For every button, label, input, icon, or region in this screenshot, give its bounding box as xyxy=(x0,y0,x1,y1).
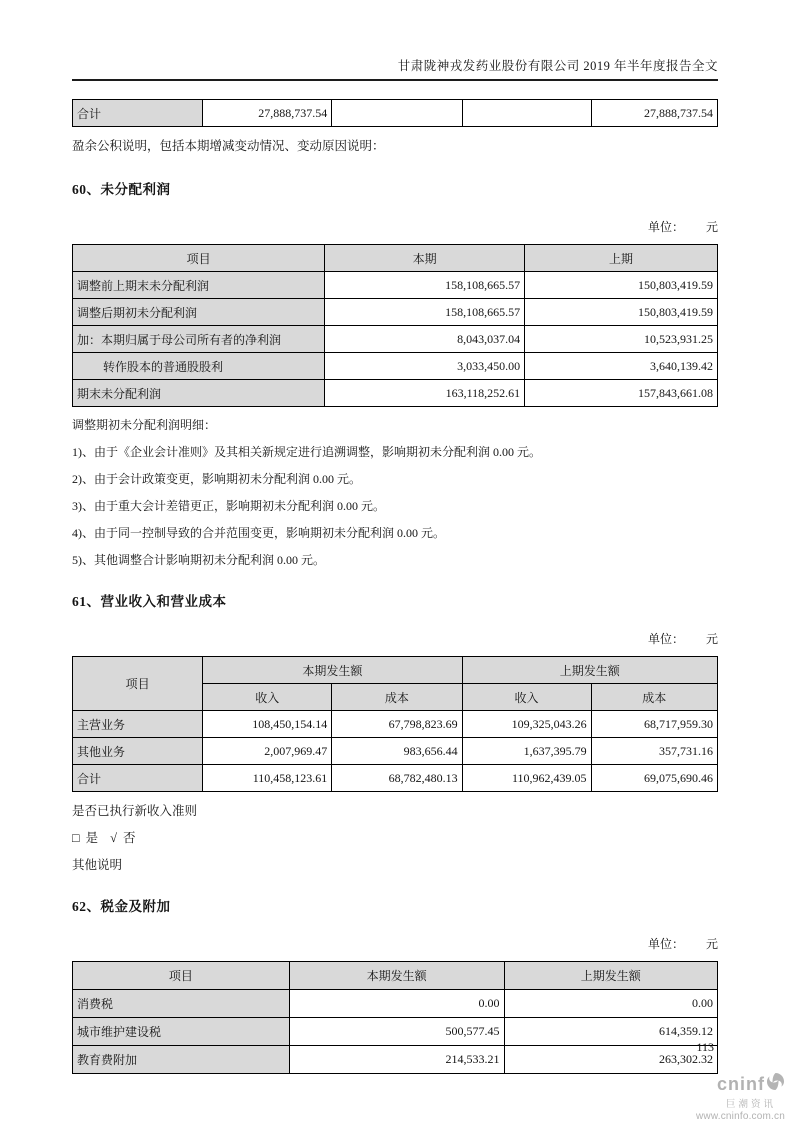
value-cell: 357,731.16 xyxy=(591,738,717,765)
cninfo-brand-cn: 巨潮资讯 xyxy=(725,1099,776,1110)
value-cell: 0.00 xyxy=(504,990,718,1018)
column-header: 本期 xyxy=(325,245,525,272)
value-cell: 150,803,419.59 xyxy=(525,272,718,299)
value-cell: 163,118,252.61 xyxy=(325,380,525,407)
adjustment-note: 5)、其他调整合计影响期初未分配利润 0.00 元。 xyxy=(72,553,325,567)
value-cell: 3,640,139.42 xyxy=(525,353,718,380)
row-label-cell: 调整后期初未分配利润 xyxy=(73,299,325,326)
row-label-cell: 城市维护建设税 xyxy=(73,1018,290,1046)
table-header-row xyxy=(73,245,718,272)
column-group-header: 上期发生额 xyxy=(462,657,717,684)
value-cell: 110,458,123.61 xyxy=(203,765,332,792)
table-row xyxy=(73,711,718,738)
value-cell: 157,843,661.08 xyxy=(525,380,718,407)
section61-title: 61、营业收入和营业成本 xyxy=(72,594,227,609)
unit-label: 单位： xyxy=(647,220,684,234)
table-header-row xyxy=(73,657,718,684)
surplus-total-table xyxy=(72,99,718,127)
checkbox-unchecked-icon: □ xyxy=(72,831,80,845)
column-subheader: 成本 xyxy=(591,684,717,711)
taxes-surcharges-table xyxy=(72,961,718,1074)
value-cell: 68,782,480.13 xyxy=(332,765,462,792)
column-subheader: 成本 xyxy=(332,684,462,711)
value-cell: 150,803,419.59 xyxy=(525,299,718,326)
value-cell xyxy=(332,100,462,127)
value-cell: 27,888,737.54 xyxy=(203,100,332,127)
value-cell: 263,302.32 xyxy=(504,1046,718,1074)
column-group-header: 本期发生额 xyxy=(203,657,462,684)
value-cell: 69,075,690.46 xyxy=(591,765,717,792)
value-cell: 0.00 xyxy=(289,990,504,1018)
unit-line xyxy=(72,935,718,952)
column-header: 上期发生额 xyxy=(504,962,718,990)
other-note-label: 其他说明 xyxy=(72,858,123,872)
row-label-cell: 转作股本的普通股股利 xyxy=(73,353,325,380)
page-number: 113 xyxy=(696,1040,714,1054)
table-row xyxy=(73,990,718,1018)
unit-value: 元 xyxy=(705,220,718,234)
doc-header xyxy=(72,0,718,81)
column-subheader: 收入 xyxy=(203,684,332,711)
row-label-cell: 合计 xyxy=(73,100,203,127)
table-row xyxy=(73,1046,718,1074)
value-cell: 500,577.45 xyxy=(289,1018,504,1046)
yes-no-selection xyxy=(72,828,718,846)
row-label-cell: 其他业务 xyxy=(73,738,203,765)
row-label-cell: 合计 xyxy=(73,765,203,792)
retained-earnings-table xyxy=(72,244,718,407)
section62-title: 62、税金及附加 xyxy=(72,899,171,914)
unit-label: 单位： xyxy=(647,937,684,951)
value-cell: 3,033,450.00 xyxy=(325,353,525,380)
table-header-row xyxy=(73,962,718,990)
value-cell: 10,523,931.25 xyxy=(525,326,718,353)
revenue-cost-table xyxy=(72,656,718,792)
adjustment-note: 1)、由于《企业会计准则》及其相关新规定进行追溯调整，影响期初未分配利润 0.00 元。 xyxy=(72,445,541,459)
cninfo-logo-text: cninf xyxy=(717,1074,765,1094)
column-header: 项目 xyxy=(73,962,290,990)
value-cell: 614,359.12 xyxy=(504,1018,718,1046)
table-row xyxy=(73,272,718,299)
value-cell: 158,108,665.57 xyxy=(325,299,525,326)
unit-line xyxy=(72,630,718,647)
value-cell: 109,325,043.26 xyxy=(462,711,591,738)
unit-line xyxy=(72,218,718,235)
value-cell xyxy=(462,100,591,127)
table-row xyxy=(73,1018,718,1046)
unit-label: 单位： xyxy=(647,632,684,646)
column-subheader: 收入 xyxy=(462,684,591,711)
value-cell: 68,717,959.30 xyxy=(591,711,717,738)
value-cell: 27,888,737.54 xyxy=(591,100,717,127)
cninfo-swirl-icon xyxy=(766,1072,785,1096)
cninfo-logo xyxy=(696,1072,785,1122)
surplus-note: 盈余公积说明，包括本期增减变动情况、变动原因说明： xyxy=(72,139,385,153)
value-cell: 1,637,395.79 xyxy=(462,738,591,765)
table-row xyxy=(73,738,718,765)
table-row xyxy=(73,380,718,407)
cninfo-url: www.cninfo.com.cn xyxy=(696,1111,785,1122)
document-title: 甘肃陇神戎发药业股份有限公司 2019 年半年度报告全文 xyxy=(397,59,718,73)
new-revenue-standard-question: 是否已执行新收入准则 xyxy=(72,804,198,818)
unit-value: 元 xyxy=(705,632,718,646)
row-label-cell: 加：本期归属于母公司所有者的净利润 xyxy=(73,326,325,353)
row-label-cell: 调整前上期末未分配利润 xyxy=(73,272,325,299)
value-cell: 110,962,439.05 xyxy=(462,765,591,792)
value-cell: 67,798,823.69 xyxy=(332,711,462,738)
value-cell: 2,007,969.47 xyxy=(203,738,332,765)
section60-title: 60、未分配利润 xyxy=(72,182,171,197)
value-cell: 8,043,037.04 xyxy=(325,326,525,353)
value-cell: 108,450,154.14 xyxy=(203,711,332,738)
table-row xyxy=(73,299,718,326)
table-row xyxy=(73,765,718,792)
row-label-cell: 主营业务 xyxy=(73,711,203,738)
value-cell: 158,108,665.57 xyxy=(325,272,525,299)
table-row xyxy=(73,326,718,353)
adjustment-note: 3)、由于重大会计差错更正，影响期初未分配利润 0.00 元。 xyxy=(72,499,385,513)
yes-label: 是 xyxy=(85,831,99,845)
column-header: 项目 xyxy=(73,245,325,272)
column-header: 上期 xyxy=(525,245,718,272)
adjustment-note: 4)、由于同一控制导致的合并范围变更，影响期初未分配利润 0.00 元。 xyxy=(72,526,445,540)
row-label-cell: 期末未分配利润 xyxy=(73,380,325,407)
table-row xyxy=(73,100,718,127)
table-row xyxy=(73,353,718,380)
no-label: 否 xyxy=(122,831,136,845)
value-cell: 983,656.44 xyxy=(332,738,462,765)
row-label-cell: 教育费附加 xyxy=(73,1046,290,1074)
adjustment-note: 2)、由于会计政策变更，影响期初未分配利润 0.00 元。 xyxy=(72,472,361,486)
adjustment-detail-title: 调整期初未分配利润明细： xyxy=(72,418,217,432)
unit-value: 元 xyxy=(705,937,718,951)
column-header: 项目 xyxy=(73,657,203,711)
column-header: 本期发生额 xyxy=(289,962,504,990)
value-cell: 214,533.21 xyxy=(289,1046,504,1074)
row-label-cell: 消费税 xyxy=(73,990,290,1018)
check-icon: √ xyxy=(110,831,117,845)
